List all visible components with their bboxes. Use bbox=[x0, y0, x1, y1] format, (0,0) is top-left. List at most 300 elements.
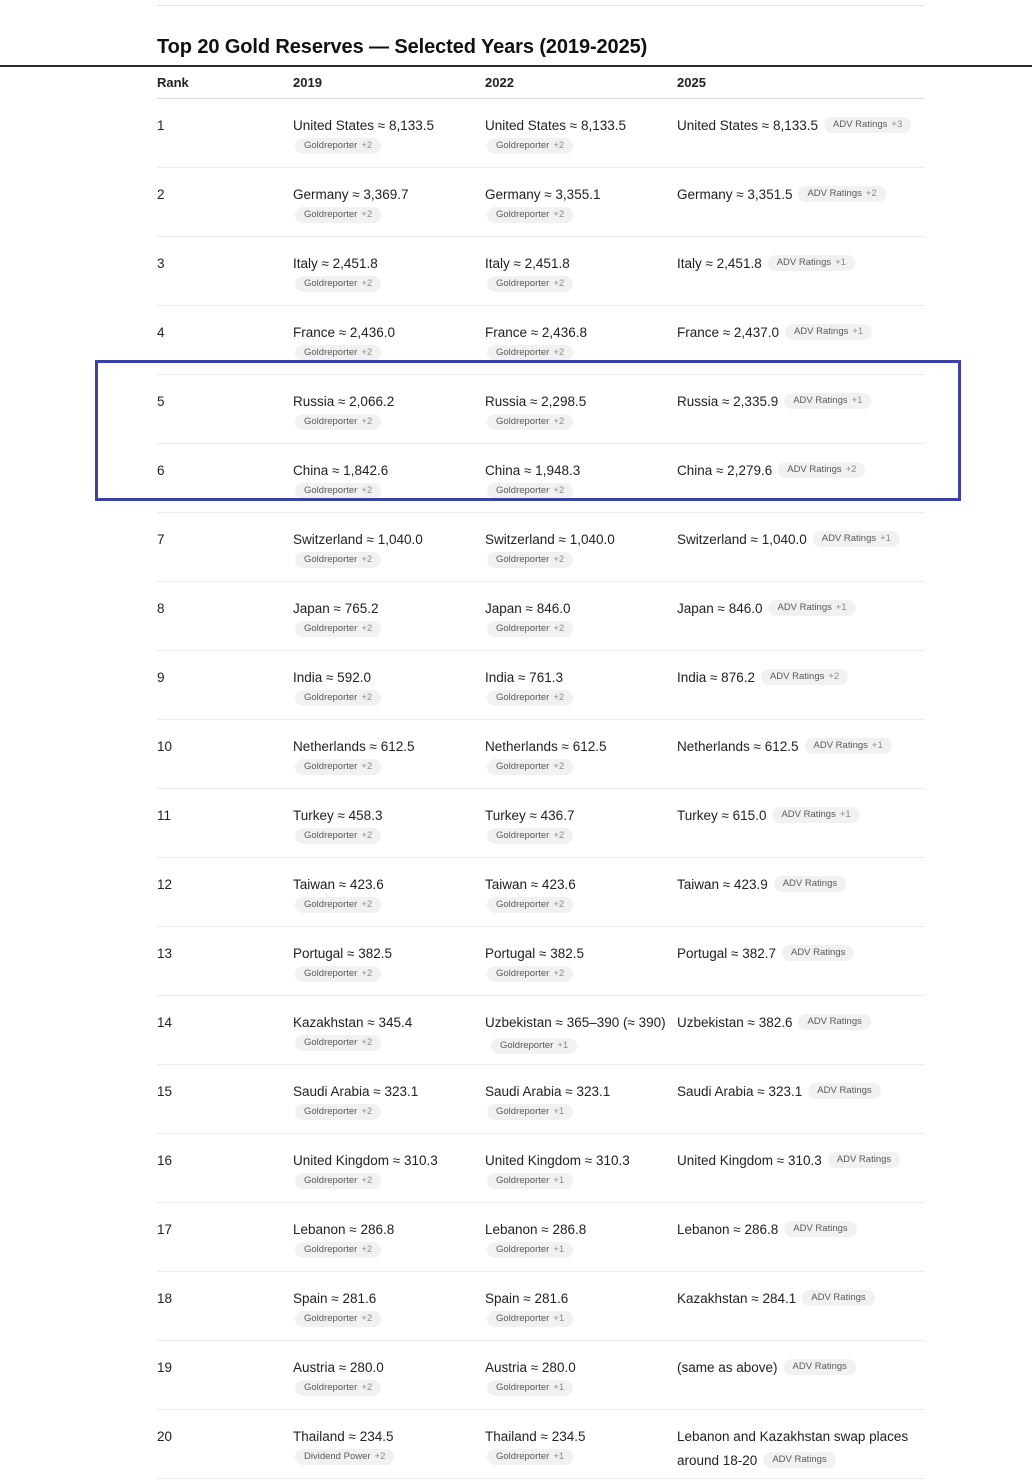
source-chip[interactable] bbox=[295, 1449, 394, 1465]
cell-2025 bbox=[677, 528, 925, 552]
source-count: +2 bbox=[361, 1106, 373, 1117]
source-chip[interactable] bbox=[295, 1311, 381, 1327]
source-count: +2 bbox=[553, 416, 565, 427]
source-chip[interactable] bbox=[487, 1449, 573, 1465]
cell-2019 bbox=[293, 666, 479, 706]
reserve-value: United States ≈ 8,133.5 bbox=[293, 118, 434, 133]
table-row bbox=[157, 927, 925, 996]
source-count: +2 bbox=[361, 347, 373, 358]
source-count: +1 bbox=[553, 1451, 565, 1462]
source-chip[interactable] bbox=[785, 324, 872, 340]
source-label: ADV Ratings bbox=[817, 1085, 872, 1097]
source-label: Goldreporter bbox=[304, 554, 358, 565]
source-label: ADV Ratings bbox=[787, 464, 842, 476]
cell-2025 bbox=[677, 252, 925, 276]
table-row bbox=[157, 720, 925, 789]
source-chip[interactable] bbox=[295, 1242, 381, 1258]
reserve-value: Japan ≈ 765.2 bbox=[293, 601, 379, 616]
table-row bbox=[157, 1410, 925, 1479]
table-row bbox=[157, 375, 925, 444]
cell-2025 bbox=[677, 1287, 925, 1311]
reserve-value: Germany ≈ 3,351.5 bbox=[677, 187, 793, 202]
source-chip[interactable] bbox=[798, 186, 885, 202]
reserve-value: Italy ≈ 2,451.8 bbox=[485, 256, 570, 271]
rank-cell: 7 bbox=[157, 532, 165, 547]
rank-cell: 2 bbox=[157, 187, 165, 202]
cell-2019 bbox=[293, 942, 479, 982]
source-count: +1 bbox=[553, 1313, 565, 1324]
source-chip[interactable] bbox=[487, 759, 573, 775]
source-chip[interactable] bbox=[808, 1083, 880, 1099]
reserve-value: (same as above) bbox=[677, 1360, 778, 1375]
source-chip[interactable] bbox=[782, 945, 854, 961]
cell-2022 bbox=[485, 183, 671, 223]
reserve-value: Taiwan ≈ 423.6 bbox=[485, 877, 576, 892]
source-count: +1 bbox=[835, 257, 846, 269]
reserve-value: Kazakhstan ≈ 284.1 bbox=[677, 1291, 797, 1306]
cell-2019 bbox=[293, 1011, 479, 1051]
cell-2025 bbox=[677, 804, 925, 828]
reserve-value: Turkey ≈ 458.3 bbox=[293, 808, 383, 823]
reserve-value: Kazakhstan ≈ 345.4 bbox=[293, 1015, 413, 1030]
source-label: Goldreporter bbox=[304, 968, 358, 979]
source-chip[interactable] bbox=[295, 552, 381, 568]
source-chip[interactable] bbox=[487, 1242, 573, 1258]
source-chip[interactable] bbox=[487, 414, 573, 430]
table-header bbox=[157, 67, 925, 99]
source-count: +1 bbox=[852, 326, 864, 338]
source-label: Goldreporter bbox=[496, 692, 550, 703]
source-chip[interactable] bbox=[824, 117, 911, 133]
source-label: Goldreporter bbox=[500, 1040, 554, 1052]
source-count: +2 bbox=[553, 209, 565, 220]
cell-2025 bbox=[677, 597, 925, 621]
source-chip[interactable] bbox=[295, 621, 381, 637]
reserve-value: Turkey ≈ 615.0 bbox=[677, 808, 767, 823]
header-2025: 2025 bbox=[677, 75, 706, 90]
cell-2022 bbox=[485, 459, 671, 499]
source-label: Goldreporter bbox=[304, 416, 358, 427]
source-label: Goldreporter bbox=[304, 623, 358, 634]
source-chip[interactable] bbox=[487, 897, 573, 913]
source-chip[interactable] bbox=[778, 462, 865, 478]
reserve-value: France ≈ 2,437.0 bbox=[677, 325, 779, 340]
source-label: Goldreporter bbox=[304, 209, 358, 220]
source-count: +1 bbox=[880, 533, 891, 545]
source-count: +2 bbox=[553, 899, 565, 910]
source-chip[interactable] bbox=[784, 1359, 856, 1375]
source-label: Goldreporter bbox=[304, 761, 358, 772]
source-count: +2 bbox=[553, 623, 565, 634]
rank-cell: 18 bbox=[157, 1291, 173, 1306]
source-label: Goldreporter bbox=[496, 1175, 550, 1186]
source-count: +2 bbox=[553, 968, 565, 979]
source-chip[interactable] bbox=[295, 1380, 381, 1396]
cell-2025 bbox=[677, 183, 925, 207]
source-chip[interactable] bbox=[487, 345, 573, 361]
source-label: ADV Ratings bbox=[807, 188, 862, 200]
source-label: ADV Ratings bbox=[781, 809, 836, 821]
cell-2025 bbox=[677, 1356, 925, 1380]
source-label: ADV Ratings bbox=[792, 1361, 847, 1373]
source-chip[interactable] bbox=[802, 1290, 874, 1306]
rank-cell: 5 bbox=[157, 394, 165, 409]
source-chip[interactable] bbox=[295, 1104, 381, 1120]
rank-cell: 3 bbox=[157, 256, 165, 271]
cell-2025 bbox=[677, 735, 925, 759]
source-label: ADV Ratings bbox=[776, 257, 832, 269]
header-2019: 2019 bbox=[293, 75, 322, 90]
source-chip[interactable] bbox=[295, 690, 381, 706]
cell-2025 bbox=[677, 1218, 925, 1242]
source-chip[interactable] bbox=[798, 1014, 870, 1030]
source-chip[interactable] bbox=[487, 1104, 573, 1120]
cell-2022 bbox=[485, 1425, 671, 1465]
source-chip[interactable] bbox=[813, 531, 900, 547]
source-label: ADV Ratings bbox=[821, 533, 877, 545]
source-chip[interactable] bbox=[295, 207, 381, 223]
source-chip[interactable] bbox=[487, 207, 573, 223]
source-chip[interactable] bbox=[487, 138, 573, 154]
reserve-value: India ≈ 592.0 bbox=[293, 670, 371, 685]
cell-2019 bbox=[293, 597, 479, 637]
source-chip[interactable] bbox=[768, 600, 855, 616]
source-label: Goldreporter bbox=[304, 1106, 358, 1117]
rank-cell: 19 bbox=[157, 1360, 173, 1375]
source-chip[interactable] bbox=[295, 897, 381, 913]
reserve-value: Lebanon ≈ 286.8 bbox=[485, 1222, 587, 1237]
cell-2022 bbox=[485, 528, 671, 568]
reserve-value: France ≈ 2,436.0 bbox=[293, 325, 395, 340]
table-row bbox=[157, 996, 925, 1065]
page-title: Top 20 Gold Reserves — Selected Years (2019-2025) bbox=[157, 36, 648, 58]
source-count: +1 bbox=[835, 602, 847, 614]
source-label: Goldreporter bbox=[496, 1244, 550, 1255]
cell-2022 bbox=[485, 252, 671, 292]
rank-cell: 6 bbox=[157, 463, 165, 478]
cell-2025 bbox=[677, 1080, 925, 1104]
reserve-value: Lebanon and Kazakhstan swap places around 18-20 bbox=[677, 1429, 909, 1468]
source-chip[interactable] bbox=[295, 1035, 381, 1051]
rank-cell: 4 bbox=[157, 325, 165, 340]
reserve-value: Uzbekistan ≈ 365–390 (≈ 390) bbox=[485, 1015, 666, 1030]
reserve-value: Italy ≈ 2,451.8 bbox=[677, 256, 762, 271]
top-divider bbox=[157, 5, 925, 6]
source-count: +2 bbox=[361, 692, 373, 703]
reserve-value: Switzerland ≈ 1,040.0 bbox=[485, 532, 615, 547]
source-chip[interactable] bbox=[295, 345, 381, 361]
header-2022: 2022 bbox=[485, 75, 514, 90]
cell-2025 bbox=[677, 390, 925, 414]
source-chip[interactable] bbox=[805, 738, 892, 754]
reserve-value: Saudi Arabia ≈ 323.1 bbox=[293, 1084, 419, 1099]
source-label: ADV Ratings bbox=[807, 1016, 862, 1028]
cell-2022 bbox=[485, 1080, 671, 1120]
rank-cell: 13 bbox=[157, 946, 173, 961]
table-body bbox=[157, 99, 925, 1479]
source-label: Goldreporter bbox=[496, 416, 550, 427]
source-count: +2 bbox=[361, 968, 373, 979]
source-count: +3 bbox=[891, 119, 903, 131]
table-row bbox=[157, 1065, 925, 1134]
cell-2019 bbox=[293, 1356, 479, 1396]
reserve-value: Russia ≈ 2,066.2 bbox=[293, 394, 395, 409]
source-chip[interactable] bbox=[487, 966, 573, 982]
source-chip[interactable] bbox=[784, 393, 871, 409]
cell-2022 bbox=[485, 1287, 671, 1327]
reserve-value: United Kingdom ≈ 310.3 bbox=[293, 1153, 438, 1168]
reserve-value: Portugal ≈ 382.7 bbox=[677, 946, 776, 961]
source-count: +2 bbox=[845, 464, 857, 476]
source-count: +2 bbox=[553, 140, 565, 151]
source-label: Goldreporter bbox=[496, 761, 550, 772]
cell-2019 bbox=[293, 528, 479, 568]
rank-cell: 16 bbox=[157, 1153, 173, 1168]
source-chip[interactable] bbox=[784, 1221, 856, 1237]
reserve-value: Netherlands ≈ 612.5 bbox=[677, 739, 799, 754]
source-label: ADV Ratings bbox=[836, 1154, 892, 1166]
reserve-value: India ≈ 761.3 bbox=[485, 670, 563, 685]
source-count: +2 bbox=[361, 830, 373, 841]
rank-cell: 1 bbox=[157, 118, 165, 133]
cell-2025 bbox=[677, 1149, 925, 1173]
source-count: +1 bbox=[553, 1382, 565, 1393]
source-count: +2 bbox=[361, 554, 373, 565]
reserve-value: France ≈ 2,436.8 bbox=[485, 325, 587, 340]
reserve-value: Spain ≈ 281.6 bbox=[485, 1291, 569, 1306]
reserve-value: Lebanon ≈ 286.8 bbox=[677, 1222, 779, 1237]
reserve-value: Netherlands ≈ 612.5 bbox=[293, 739, 415, 754]
source-label: Goldreporter bbox=[496, 1313, 550, 1324]
source-count: +1 bbox=[553, 1175, 565, 1186]
source-label: Goldreporter bbox=[496, 140, 550, 151]
table-row bbox=[157, 1341, 925, 1410]
source-count: +2 bbox=[553, 692, 565, 703]
source-label: ADV Ratings bbox=[777, 602, 832, 614]
source-label: ADV Ratings bbox=[811, 1292, 866, 1304]
source-count: +2 bbox=[553, 554, 565, 565]
reserve-value: United States ≈ 8,133.5 bbox=[485, 118, 626, 133]
source-label: Goldreporter bbox=[496, 278, 550, 289]
source-count: +2 bbox=[361, 1313, 373, 1324]
source-count: +2 bbox=[361, 209, 373, 220]
cell-2019 bbox=[293, 459, 479, 499]
source-chip[interactable] bbox=[487, 621, 573, 637]
source-chip[interactable] bbox=[295, 828, 381, 844]
table-row bbox=[157, 306, 925, 375]
cell-2019 bbox=[293, 1080, 479, 1120]
source-label: ADV Ratings bbox=[793, 1223, 848, 1235]
cell-2019 bbox=[293, 1287, 479, 1327]
source-chip[interactable] bbox=[828, 1152, 900, 1168]
cell-2019 bbox=[293, 390, 479, 430]
cell-2019 bbox=[293, 252, 479, 292]
source-label: Goldreporter bbox=[496, 554, 550, 565]
source-chip[interactable] bbox=[295, 138, 381, 154]
source-label: Goldreporter bbox=[304, 1244, 358, 1255]
source-label: Goldreporter bbox=[304, 1313, 358, 1324]
cell-2025 bbox=[677, 942, 925, 966]
source-count: +2 bbox=[865, 188, 877, 200]
cell-2022 bbox=[485, 804, 671, 844]
table-row bbox=[157, 789, 925, 858]
table-row bbox=[157, 168, 925, 237]
source-label: ADV Ratings bbox=[790, 947, 846, 959]
source-label: Goldreporter bbox=[496, 968, 550, 979]
reserve-value: Russia ≈ 2,335.9 bbox=[677, 394, 779, 409]
source-label: Goldreporter bbox=[496, 899, 550, 910]
reserve-value: Uzbekistan ≈ 382.6 bbox=[677, 1015, 793, 1030]
rank-cell: 15 bbox=[157, 1084, 173, 1099]
source-label: ADV Ratings bbox=[813, 740, 868, 752]
source-count: +2 bbox=[361, 1382, 373, 1393]
reserve-value: Germany ≈ 3,369.7 bbox=[293, 187, 409, 202]
rank-cell: 11 bbox=[157, 808, 172, 823]
reserve-value: China ≈ 1,842.6 bbox=[293, 463, 389, 478]
source-chip[interactable] bbox=[487, 828, 573, 844]
source-label: Goldreporter bbox=[496, 209, 550, 220]
source-chip[interactable] bbox=[772, 807, 859, 823]
source-label: Goldreporter bbox=[304, 278, 358, 289]
cell-2019 bbox=[293, 183, 479, 223]
source-chip[interactable] bbox=[763, 1452, 835, 1468]
cell-2019 bbox=[293, 1425, 479, 1465]
source-count: +1 bbox=[871, 740, 883, 752]
source-count: +2 bbox=[361, 761, 373, 772]
rank-cell: 12 bbox=[157, 877, 173, 892]
table-row bbox=[157, 444, 925, 513]
rank-cell: 10 bbox=[157, 739, 173, 754]
source-chip[interactable] bbox=[487, 1380, 573, 1396]
source-count: +2 bbox=[361, 140, 373, 151]
cell-2019 bbox=[293, 735, 479, 775]
source-count: +2 bbox=[828, 671, 840, 683]
source-chip[interactable] bbox=[295, 1173, 381, 1189]
reserve-value: Germany ≈ 3,355.1 bbox=[485, 187, 601, 202]
source-count: +2 bbox=[553, 485, 565, 496]
reserve-value: China ≈ 2,279.6 bbox=[677, 463, 773, 478]
source-chip[interactable] bbox=[295, 483, 381, 499]
source-chip[interactable] bbox=[487, 552, 573, 568]
rank-cell: 17 bbox=[157, 1222, 173, 1237]
rank-cell: 9 bbox=[157, 670, 165, 685]
source-chip[interactable] bbox=[774, 876, 846, 892]
source-chip[interactable] bbox=[295, 414, 381, 430]
source-count: +2 bbox=[553, 278, 565, 289]
table-row bbox=[157, 1272, 925, 1341]
source-label: Goldreporter bbox=[496, 623, 550, 634]
source-count: +1 bbox=[557, 1040, 569, 1052]
source-label: ADV Ratings bbox=[833, 119, 888, 131]
table-row bbox=[157, 99, 925, 168]
source-chip[interactable] bbox=[487, 276, 573, 292]
source-label: ADV Ratings bbox=[772, 1454, 827, 1466]
source-chip[interactable] bbox=[295, 966, 381, 982]
source-label: Goldreporter bbox=[304, 830, 358, 841]
cell-2022 bbox=[485, 390, 671, 430]
source-chip[interactable] bbox=[487, 690, 573, 706]
source-chip[interactable] bbox=[491, 1038, 577, 1054]
cell-2025 bbox=[677, 1425, 925, 1473]
reserve-value: Netherlands ≈ 612.5 bbox=[485, 739, 607, 754]
table-row bbox=[157, 237, 925, 306]
source-chip[interactable] bbox=[768, 255, 855, 271]
cell-2022 bbox=[485, 1149, 671, 1189]
source-chip[interactable] bbox=[295, 276, 381, 292]
reserve-value: India ≈ 876.2 bbox=[677, 670, 755, 685]
cell-2022 bbox=[485, 114, 671, 154]
source-label: Goldreporter bbox=[496, 1451, 550, 1462]
source-label: Goldreporter bbox=[496, 830, 550, 841]
table-row bbox=[157, 582, 925, 651]
reserve-value: Lebanon ≈ 286.8 bbox=[293, 1222, 395, 1237]
cell-2022 bbox=[485, 942, 671, 982]
source-label: ADV Ratings bbox=[793, 395, 848, 407]
source-count: +2 bbox=[361, 1244, 373, 1255]
cell-2025 bbox=[677, 321, 925, 345]
table-row bbox=[157, 651, 925, 720]
reserve-value: Saudi Arabia ≈ 323.1 bbox=[485, 1084, 611, 1099]
source-count: +2 bbox=[361, 623, 373, 634]
source-count: +2 bbox=[361, 1037, 373, 1048]
cell-2022 bbox=[485, 1218, 671, 1258]
source-count: +1 bbox=[553, 1244, 565, 1255]
reserve-value: Japan ≈ 846.0 bbox=[677, 601, 763, 616]
reserve-value: United Kingdom ≈ 310.3 bbox=[677, 1153, 822, 1168]
reserve-value: Saudi Arabia ≈ 323.1 bbox=[677, 1084, 803, 1099]
source-count: +1 bbox=[839, 809, 851, 821]
reserve-value: China ≈ 1,948.3 bbox=[485, 463, 581, 478]
cell-2025 bbox=[677, 873, 925, 897]
rank-cell: 20 bbox=[157, 1429, 173, 1444]
reserve-value: Russia ≈ 2,298.5 bbox=[485, 394, 587, 409]
reserve-value: Portugal ≈ 382.5 bbox=[485, 946, 584, 961]
reserve-value: United States ≈ 8,133.5 bbox=[677, 118, 818, 133]
source-chip[interactable] bbox=[487, 1311, 573, 1327]
source-label: Goldreporter bbox=[496, 347, 550, 358]
source-label: Goldreporter bbox=[304, 1037, 358, 1048]
source-chip[interactable] bbox=[487, 1173, 573, 1189]
source-count: +1 bbox=[851, 395, 863, 407]
header-rank: Rank bbox=[157, 75, 189, 90]
source-count: +2 bbox=[553, 830, 565, 841]
source-label: Goldreporter bbox=[304, 485, 358, 496]
table-row bbox=[157, 858, 925, 927]
cell-2022 bbox=[485, 1011, 671, 1059]
cell-2025 bbox=[677, 1011, 925, 1035]
source-chip[interactable] bbox=[295, 759, 381, 775]
source-label: Goldreporter bbox=[304, 899, 358, 910]
source-label: Dividend Power bbox=[304, 1451, 371, 1462]
reserve-value: Spain ≈ 281.6 bbox=[293, 1291, 377, 1306]
table-row bbox=[157, 1203, 925, 1272]
source-count: +2 bbox=[361, 899, 373, 910]
reserve-value: Taiwan ≈ 423.9 bbox=[677, 877, 768, 892]
source-count: +2 bbox=[553, 761, 565, 772]
source-label: Goldreporter bbox=[496, 1382, 550, 1393]
reserve-value: Switzerland ≈ 1,040.0 bbox=[293, 532, 423, 547]
source-label: ADV Ratings bbox=[793, 326, 849, 338]
source-chip[interactable] bbox=[761, 669, 848, 685]
cell-2022 bbox=[485, 597, 671, 637]
cell-2019 bbox=[293, 1218, 479, 1258]
source-label: ADV Ratings bbox=[782, 878, 838, 890]
cell-2025 bbox=[677, 114, 925, 138]
source-chip[interactable] bbox=[487, 483, 573, 499]
source-count: +1 bbox=[553, 1106, 565, 1117]
cell-2025 bbox=[677, 666, 925, 690]
reserve-value: Austria ≈ 280.0 bbox=[485, 1360, 576, 1375]
